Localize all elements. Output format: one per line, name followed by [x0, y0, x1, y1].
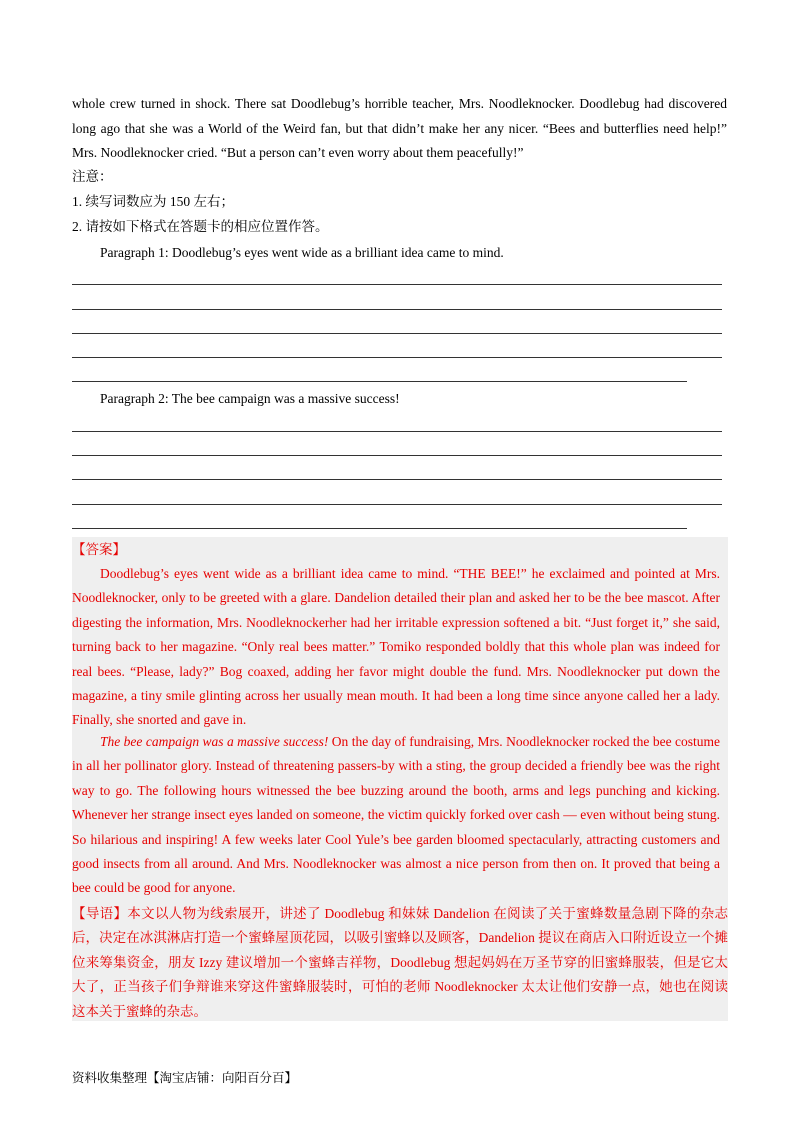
answer-line	[72, 479, 722, 480]
answer-paragraph-1: Doodlebug’s eyes went wide as a brilliant idea came to mind. “THE BEE!” he exclaimed and pointed at Mrs. Noodleknocker, only to be greeted with a glare. Dandelion detailed their plan and asked her to be the bee mascot. After digesting the information, Mrs. Noodleknockerher had her irritable expression softened a bit. “Just forget it,” she said, turning back to her magazine. “Only real bees matter.” Tomiko responded boldly that this whole plan was indeed for real bees. “Please, lady?” Bog coaxed, adding her favor might double the fund. Mrs. Noodleknocker put down the magazine, a tiny smile glinting across her usually mean mouth. It had been a long time since anyone called her a lady. Finally, she snorted and gave in.	[72, 566, 720, 728]
story-continuation-text: whole crew turned in shock. There sat Doodlebug’s horrible teacher, Mrs. Noodleknocker. Doodlebug had discovered long ago that she was a World of the Weird fan, but that didn’t make her any nicer. “Bees and butterflies need help!” Mrs. Noodleknocker cried. “But a person can’t even worry about them peacefully!”	[72, 96, 727, 160]
paragraph-1-prompt: Paragraph 1: Doodlebug’s eyes went wide as a brilliant idea came to mind.	[100, 245, 504, 260]
notes-title: 注意：	[72, 169, 113, 184]
note-item-word-count: 1. 续写词数应为 150 左右；	[72, 194, 234, 209]
answer-paragraph-2	[72, 730, 720, 901]
guide-section	[72, 902, 728, 1024]
answer-line	[72, 309, 722, 310]
answer-line	[72, 504, 722, 505]
answer-line	[72, 455, 722, 456]
answer-line	[72, 381, 687, 382]
paragraph-2-prompt: Paragraph 2: The bee campaign was a massive success!	[100, 391, 400, 406]
answer-line	[72, 284, 722, 285]
answer-line	[72, 357, 722, 358]
guide-text: 本文以人物为线索展开，讲述了 Doodlebug 和妹妹 Dandelion 在阅读了关于蜜蜂数量急剧下降的杂志后，决定在冰淇淋店打造一个蜜蜂屋顶花园，以吸引蜜蜂以及顾客，Dandelion 提议在商店入口附近设立一个摊位来筹集资金，朋友 Izzy 建议增加一个蜜蜂吉祥物，Doodlebug 想起妈妈在万圣节穿的旧蜜蜂服装，但是它太大了，正当孩子们争辩谁来穿这件蜜蜂服装时，可怕的老师 Noodleknocker 太太让他们安静一点，她也在阅读这本关于蜜蜂的杂志。	[72, 906, 728, 1019]
footer-source: 资料收集整理【淘宝店铺：向阳百分百】	[72, 1070, 298, 1085]
guide-tag: 【导语】	[72, 906, 128, 921]
answer-paragraph-2-body: On the day of fundraising, Mrs. Noodleknocker rocked the bee costume in all her pollinator glory. Instead of threatening passers-by with a sting, the group decided a friendly bee was the right way to go. The following hours witnessed the bee buzzing around the booth, arms and legs punching and kicking. Whenever her strange insect eyes landed on someone, the victim quickly forked over cash — even without being stung. So hilarious and inspiring! A few weeks later Cool Yule’s bee garden bloomed spectacularly, attracting customers and good insects from all around. And Mrs. Noodleknocker was almost a nice person from then on. It proved that being a bee could be good for anyone.	[72, 734, 720, 896]
answer-line	[72, 333, 722, 334]
answer-tag: 【答案】	[72, 542, 126, 557]
note-item-format: 2. 请按如下格式在答题卡的相应位置作答。	[72, 219, 329, 234]
answer-line	[72, 528, 687, 529]
answer-paragraph-2-lead: The bee campaign was a massive success!	[100, 734, 329, 749]
answer-line	[72, 431, 722, 432]
